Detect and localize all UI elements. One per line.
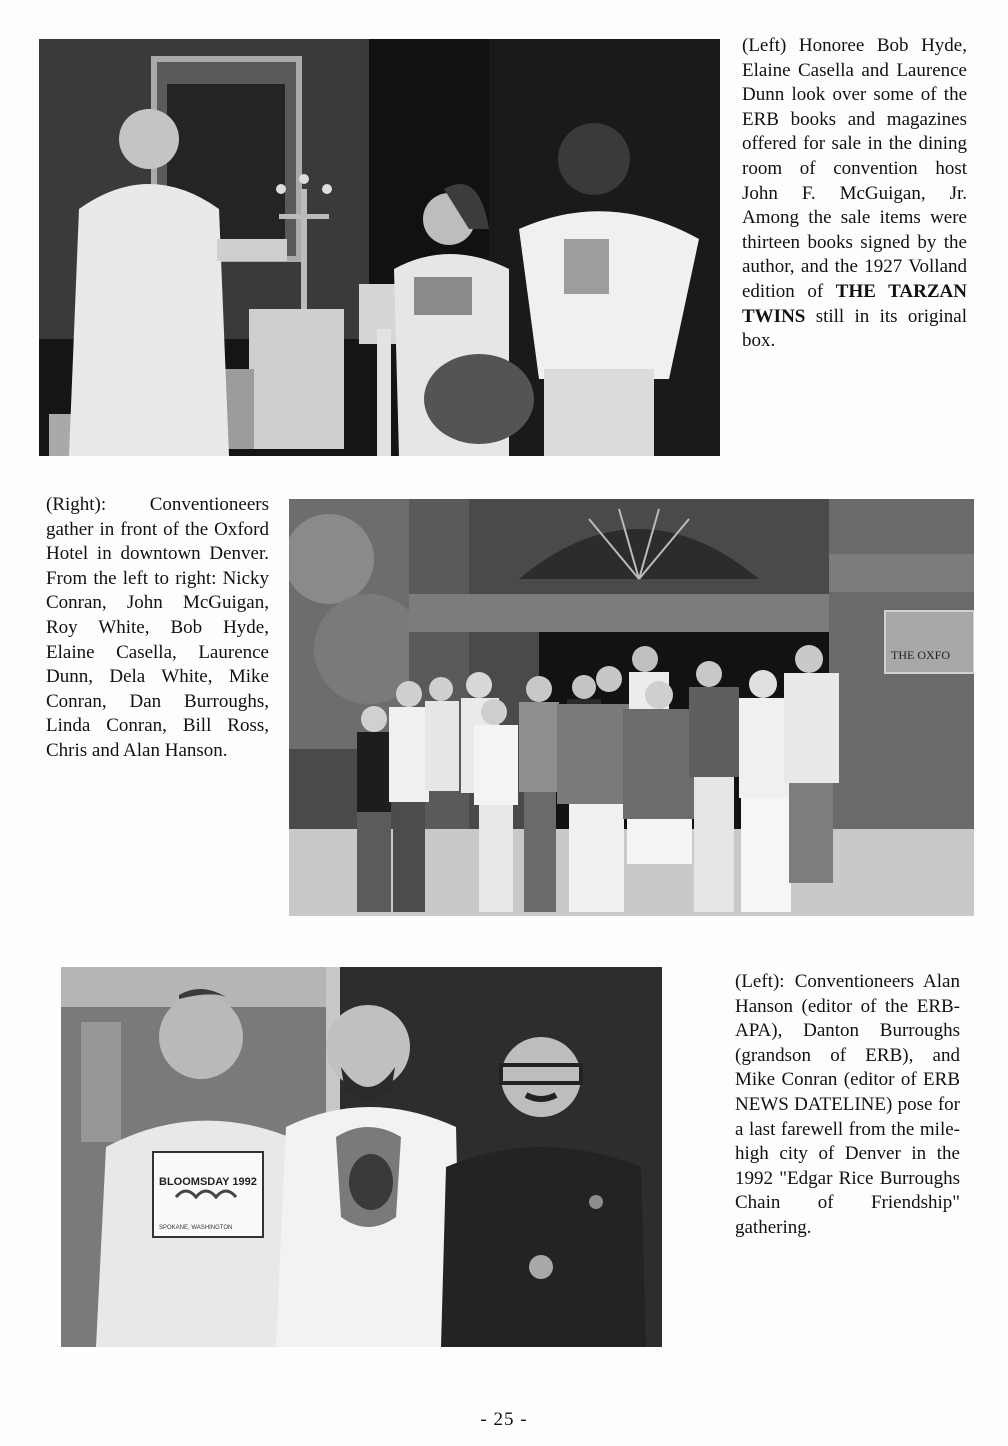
caption-middle-left bbox=[46, 493, 269, 764]
shirt-print-text: BLOOMSDAY 1992 bbox=[159, 1176, 257, 1188]
caption-top-right-tail: still in its original box. bbox=[742, 305, 967, 352]
caption-top-right-text: (Left) Honoree Bob Hyde, Elaine Casella and Laurence Dunn look over some of the ERB books and magazines offered for sale in the dining room of convention host John F. McGuigan, Jr. Among the sale items were thirteen books signed by the author, and the 1927 Volland edition of bbox=[742, 35, 967, 302]
caption-bottom-right-text: (Left): Conventioneers Alan Hanson (editor of the ERB-APA), Danton Burroughs (grandson of ERB), and Mike Conran (editor of ERB NEWS DATELINE) pose for a last farewell from the mile-high city of Denver in the 1992 "Edgar Rice Burroughs Chain of Friendship" gathering. bbox=[735, 971, 960, 1238]
photo-three-conventioneers bbox=[61, 967, 662, 1347]
caption-book-title: THE TARZAN TWINS bbox=[742, 280, 967, 327]
caption-middle-left-text: (Right): Conventioneers gather in front of the Oxford Hotel in downtown Denver. From the left to right: Nicky Conran, John McGuigan, Roy White, Bob Hyde, Elaine Casella, Laurence Dunn, Dela White, Mike Conran, Dan Burroughs, Linda Conran, Bill Ross, Chris and Alan Hanson. bbox=[46, 494, 269, 761]
shirt-subprint-text: SPOKANE, WASHINGTON bbox=[159, 1225, 233, 1231]
page-number: - 25 - bbox=[480, 1409, 528, 1430]
caption-top-right bbox=[742, 34, 967, 354]
hotel-sign-text: THE OXFO bbox=[891, 648, 950, 662]
photo-dining-room-book-sale bbox=[39, 39, 720, 456]
caption-bottom-right bbox=[735, 970, 960, 1241]
photo-oxford-hotel-group bbox=[289, 499, 974, 916]
